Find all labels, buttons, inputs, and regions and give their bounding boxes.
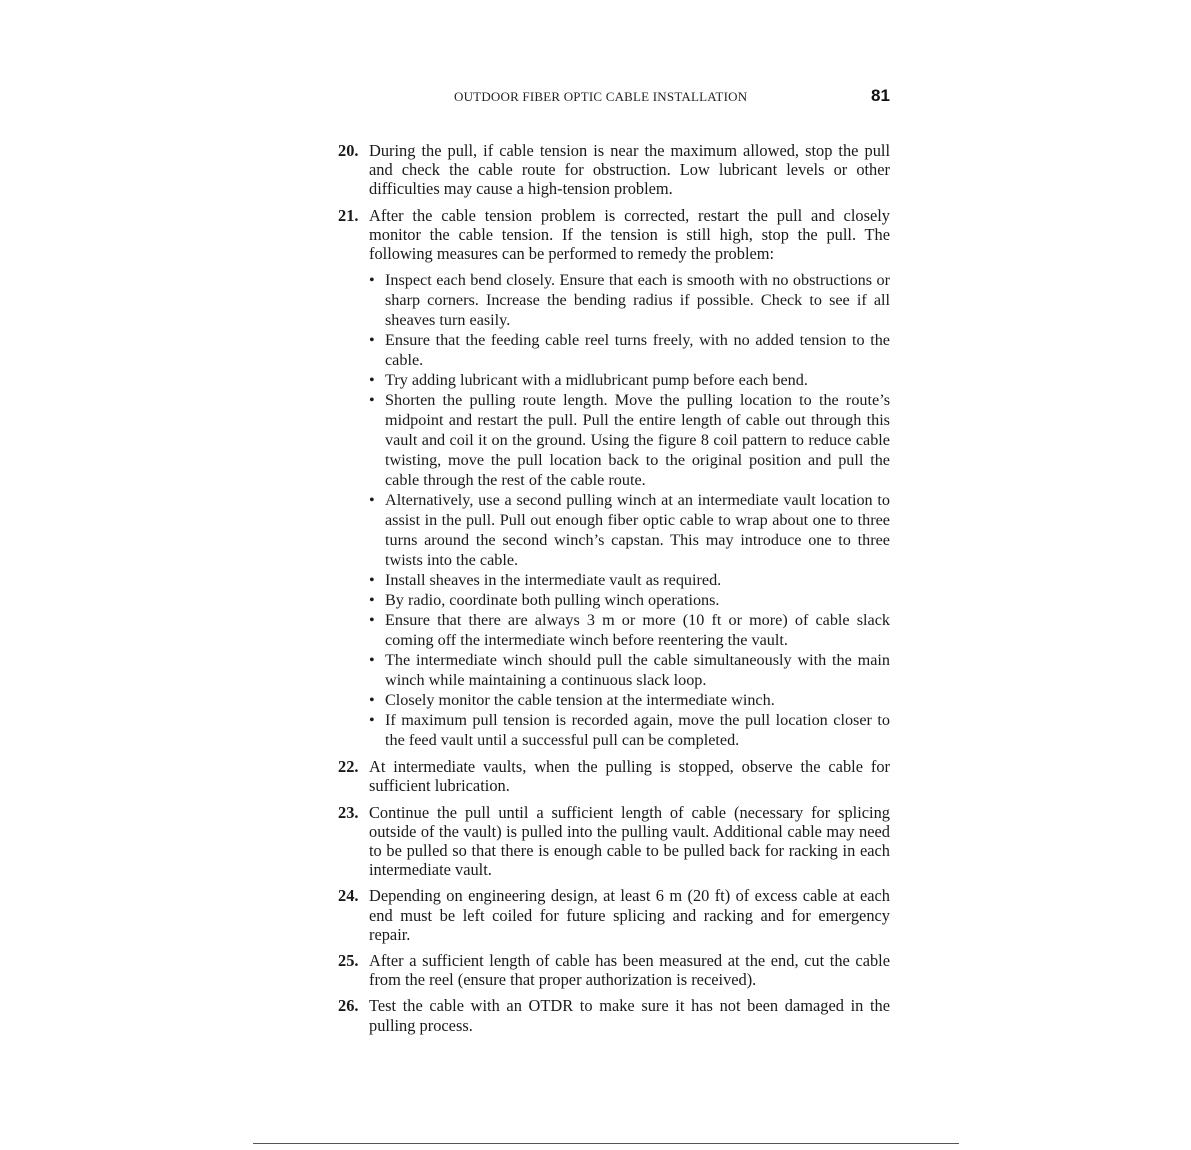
item-number: 21. bbox=[338, 205, 359, 225]
bullet-icon: • bbox=[369, 571, 375, 590]
bullet-item bbox=[369, 270, 890, 330]
bullet-text: Install sheaves in the intermediate vault as required. bbox=[385, 571, 722, 590]
bullet-text: The intermediate winch should pull the cable simultaneously with the main winch while maintaining a continuous slack loop. bbox=[385, 651, 890, 690]
bullet-item bbox=[369, 570, 890, 590]
page-number: 81 bbox=[871, 86, 890, 105]
bullet-icon: • bbox=[369, 271, 375, 290]
list-item-20 bbox=[338, 141, 890, 199]
bullet-icon: • bbox=[369, 331, 375, 350]
item-number: 20. bbox=[338, 141, 359, 160]
item-text: During the pull, if cable tension is near the maximum allowed, stop the pull and check the cable route for obstruction. Low lubricant levels or other difficulties may cause a high-tension problem. bbox=[369, 141, 890, 199]
bullet-text: If maximum pull tension is recorded again, move the pull location closer to the feed vault until a successful pull can be completed. bbox=[385, 711, 890, 750]
bullet-icon: • bbox=[369, 651, 375, 670]
bullet-item bbox=[369, 330, 890, 370]
list-item-26 bbox=[338, 996, 890, 1034]
list-item-23 bbox=[338, 803, 890, 880]
item-text: At intermediate vaults, when the pulling is stopped, observe the cable for sufficient lubrication. bbox=[369, 757, 890, 796]
bullet-text: Inspect each bend closely. Ensure that each is smooth with no obstructions or sharp corners. Increase the bending radius if possible. Check to see if all sheaves turn easily. bbox=[385, 271, 890, 330]
item-text: After a sufficient length of cable has been measured at the end, cut the cable from the reel (ensure that proper authorization is received). bbox=[369, 951, 890, 990]
item-number: 22. bbox=[338, 757, 359, 777]
numbered-list bbox=[338, 141, 890, 1042]
bullet-item bbox=[369, 370, 890, 390]
bullet-item bbox=[369, 590, 890, 610]
running-head: OUTDOOR FIBER OPTIC CABLE INSTALLATION bbox=[454, 89, 748, 104]
item-number: 25. bbox=[338, 951, 359, 971]
item-number: 24. bbox=[338, 886, 359, 906]
bullet-text: Shorten the pulling route length. Move the pulling location to the route’s midpoint and restart the pull. Pull the entire length of cable out through this vault and coil it on the ground. Using the figure 8 coil pattern to reduce cable twisting, move the pull location back to the original position and pull the cable through the rest of the cable route. bbox=[385, 391, 890, 490]
bullet-item bbox=[369, 690, 890, 710]
bullet-text: Alternatively, use a second pulling winch at an intermediate vault location to assist in the pull. Pull out enough fiber optic cable to wrap about one to three turns around the second winch’s capstan. This may introduce one to three twists into the cable. bbox=[385, 491, 890, 570]
bullet-icon: • bbox=[369, 611, 375, 630]
bullet-icon: • bbox=[369, 391, 375, 410]
list-item-24 bbox=[338, 886, 890, 944]
list-item-25 bbox=[338, 951, 890, 989]
bullet-text: Ensure that there are always 3 m or more (10 ft or more) of cable slack coming off the intermediate winch before reentering the vault. bbox=[385, 611, 890, 650]
item-text: Depending on engineering design, at least 6 m (20 ft) of excess cable at each end must be left coiled for future splicing and racking and for emergency repair. bbox=[369, 886, 890, 944]
list-item-21 bbox=[338, 206, 890, 751]
bullet-icon: • bbox=[369, 491, 375, 510]
item-text: After the cable tension problem is corrected, restart the pull and closely monitor the cable tension. If the tension is still high, stop the pull. The following measures can be performed to remedy the problem: bbox=[369, 205, 890, 264]
item-number: 23. bbox=[338, 802, 359, 822]
bullet-text: Ensure that the feeding cable reel turns freely, with no added tension to the cable. bbox=[385, 331, 890, 370]
bullet-icon: • bbox=[369, 711, 375, 730]
footer-rule bbox=[253, 1143, 959, 1144]
item-number: 26. bbox=[338, 996, 359, 1016]
bullet-icon: • bbox=[369, 691, 375, 710]
bullet-item bbox=[369, 610, 890, 650]
item-text: Continue the pull until a sufficient length of cable (necessary for splicing outside of the vault) is pulled into the pulling vault. Additional cable may need to be pulled so that there is enough cable to be pulled back for racking in each intermediate vault. bbox=[369, 802, 890, 880]
bullet-text: By radio, coordinate both pulling winch operations. bbox=[385, 591, 720, 610]
bullet-item bbox=[369, 710, 890, 750]
bullet-item bbox=[369, 390, 890, 490]
bullet-icon: • bbox=[369, 591, 375, 610]
bullet-item bbox=[369, 490, 890, 570]
bullet-item bbox=[369, 650, 890, 690]
bullet-icon: • bbox=[369, 371, 375, 390]
bullet-list bbox=[369, 270, 890, 750]
item-text: Test the cable with an OTDR to make sure it has not been damaged in the pulling process. bbox=[369, 996, 890, 1035]
bullet-text: Try adding lubricant with a midlubricant pump before each bend. bbox=[385, 371, 808, 390]
bullet-text: Closely monitor the cable tension at the intermediate winch. bbox=[385, 691, 775, 710]
list-item-22 bbox=[338, 757, 890, 795]
